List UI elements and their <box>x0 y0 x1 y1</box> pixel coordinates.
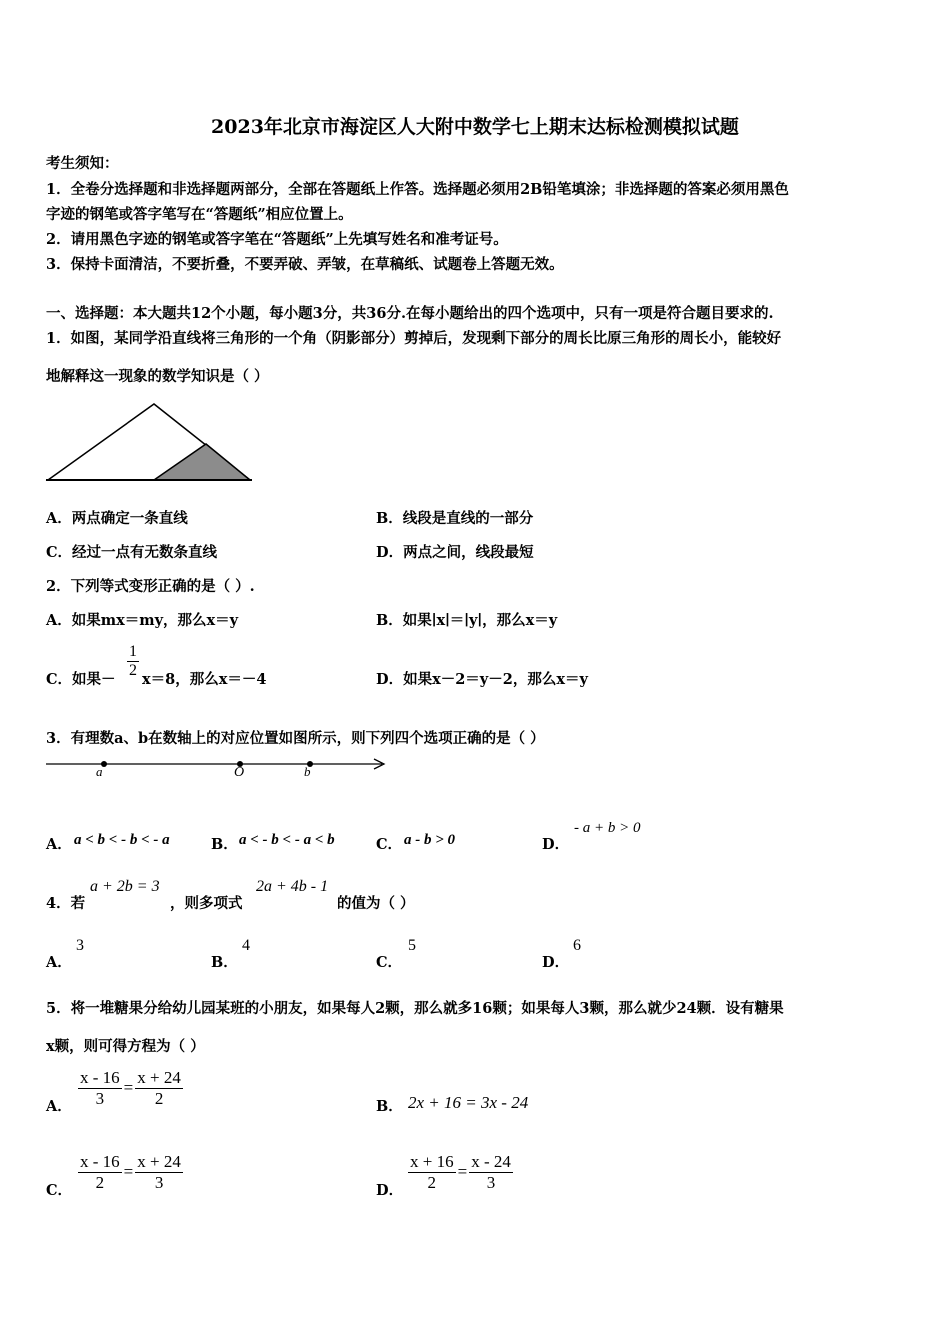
q1-option-b: B．线段是直线的一部分 <box>376 510 534 527</box>
q5-option-c-equation <box>78 1152 183 1192</box>
q5-option-b-equation: 2x + 16 = 3x - 24 <box>408 1093 529 1112</box>
q5-option-a-equation <box>78 1068 183 1108</box>
notice-line-4: 3．保持卡面清洁，不要折叠，不要弄破、弄皱，在草稿纸、试题卷上答题无效。 <box>46 256 564 273</box>
q3-stem: 3．有理数a、b在数轴上的对应位置如图所示，则下列四个选项正确的是（ ） <box>46 730 545 747</box>
q4-option-a-value: 3 <box>76 937 84 954</box>
q5-option-c-label: C． <box>46 1182 73 1199</box>
q3-option-b-expr: a < - b < - a < b <box>239 832 335 848</box>
fraction-numerator: x + 16 <box>410 1152 454 1171</box>
q3-option-c-expr: a - b > 0 <box>404 832 456 848</box>
q3-option-a-label: A． <box>46 836 72 853</box>
q1-stem-line1: 1．如图，某同学沿直线将三角形的一个角（阴影部分）剪掉后，发现剩下部分的周长比原三角形的周长小，能较好 <box>46 330 782 347</box>
q5-option-d-equation <box>408 1152 513 1192</box>
fraction-denominator: 3 <box>486 1172 496 1192</box>
notice-line-3: 2．请用黑色字迹的钢笔或答字笔在“答题纸”上先填写姓名和准考证号。 <box>46 231 508 248</box>
notice-line-2: 字迹的钢笔或答字笔写在“答题纸”相应位置上。 <box>46 206 353 223</box>
q2-option-d: D．如果x－2＝y－2，那么x＝y <box>376 671 588 688</box>
notice-heading: 考生须知： <box>46 155 119 172</box>
equals-sign: = <box>123 1078 134 1098</box>
fraction-numerator: x - 24 <box>471 1152 511 1171</box>
q4-condition: a + 2b = 3 <box>90 878 160 895</box>
q4-polynomial: 2a + 4b - 1 <box>256 878 329 895</box>
axis-label-origin: O <box>234 765 245 780</box>
q4-prefix: 4．若 <box>46 895 86 912</box>
q2-option-c-prefix: C．如果－ <box>46 671 116 688</box>
q1-stem-line2: 地解释这一现象的数学知识是（ ） <box>46 368 269 385</box>
q2-option-b: B．如果∣x∣＝∣y∣，那么x＝y <box>376 612 558 629</box>
fraction-numerator: 1 <box>127 643 139 662</box>
q1-triangle-figure <box>44 400 256 484</box>
axis-label-b: b <box>304 764 311 779</box>
q3-option-d-expr: - a + b > 0 <box>574 820 641 836</box>
q4-option-a-label: A． <box>46 954 72 971</box>
q4-option-c-value: 5 <box>408 937 416 954</box>
q2-option-a: A．如果mx＝my，那么x＝y <box>46 612 239 629</box>
fraction-numerator: x + 24 <box>137 1068 181 1087</box>
axis-label-a: a <box>96 764 103 779</box>
q3-option-b-label: B． <box>211 836 238 853</box>
fraction-denominator: 3 <box>95 1088 105 1108</box>
fraction-denominator: 2 <box>129 662 137 680</box>
q3-option-a-expr: a < b < - b < - a <box>74 832 170 848</box>
q2-option-c-fraction <box>127 643 139 681</box>
q1-option-c: C．经过一点有无数条直线 <box>46 544 218 561</box>
q5-option-a-label: A． <box>46 1098 72 1115</box>
q4-option-d-label: D． <box>542 954 570 971</box>
fraction-numerator: x - 16 <box>80 1068 120 1087</box>
fraction-numerator: x - 16 <box>80 1152 120 1171</box>
q3-option-d-label: D． <box>542 836 570 853</box>
fraction-numerator: x + 24 <box>137 1152 181 1171</box>
fraction-denominator: 3 <box>154 1172 164 1192</box>
q1-option-a: A．两点确定一条直线 <box>46 510 188 527</box>
q4-option-b-label: B． <box>211 954 238 971</box>
q1-option-d: D．两点之间，线段最短 <box>376 544 534 561</box>
q2-option-c-suffix: x＝8，那么x＝－4 <box>142 671 267 688</box>
notice-line-1: 1．全卷分选择题和非选择题两部分，全部在答题纸上作答。选择题必须用2B铅笔填涂；非选择题的答案必须用黑色 <box>46 181 789 198</box>
fraction-denominator: 2 <box>427 1172 437 1192</box>
q4-suffix: 的值为（ ） <box>337 895 415 912</box>
fraction-denominator: 2 <box>154 1088 164 1108</box>
q4-middle: ，则多项式 <box>170 895 243 912</box>
q5-option-d-label: D． <box>376 1182 404 1199</box>
page-title: 2023年北京市海淀区人大附中数学七上期末达标检测模拟试题 <box>211 116 739 138</box>
q2-stem: 2．下列等式变形正确的是（ ）. <box>46 578 255 595</box>
fraction-denominator: 2 <box>95 1172 105 1192</box>
q4-option-d-value: 6 <box>573 937 581 954</box>
q5-option-b-label: B． <box>376 1098 403 1115</box>
q4-option-b-value: 4 <box>242 937 250 954</box>
q5-stem-line2: x颗，则可得方程为（ ） <box>46 1038 205 1055</box>
q5-stem-line1: 5．将一堆糖果分给幼儿园某班的小朋友，如果每人2颗，那么就多16颗；如果每人3颗，那么就少24颗．设有糖果 <box>46 1000 784 1017</box>
q4-option-c-label: C． <box>376 954 403 971</box>
equals-sign: = <box>123 1162 134 1182</box>
q3-option-c-label: C． <box>376 836 403 853</box>
equals-sign: = <box>457 1162 468 1182</box>
section-heading: 一、选择题：本大题共12个小题，每小题3分，共36分.在每小题给出的四个选项中，只有一项是符合题目要求的. <box>46 305 774 322</box>
